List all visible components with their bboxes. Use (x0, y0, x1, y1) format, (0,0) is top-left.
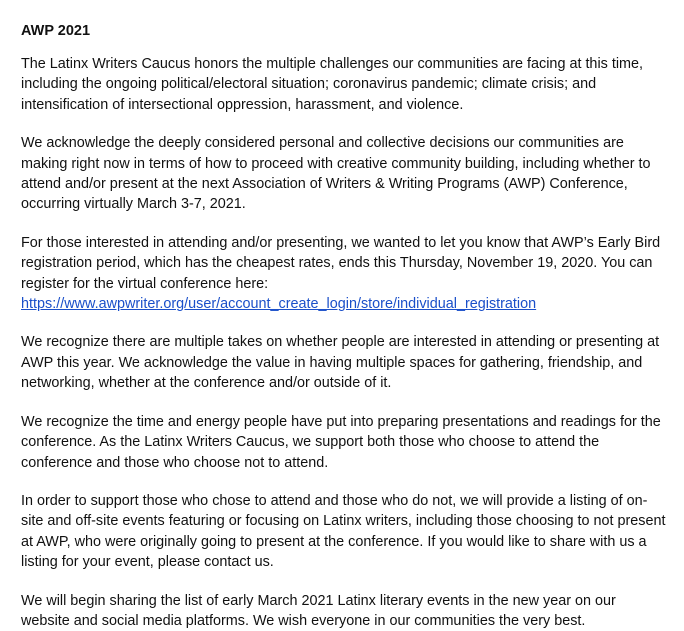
paragraph-support-listing: In order to support those who chose to attend and those who do not, we will provide a listing of on-site and off-site events featuring or focusing on Latinx writers, including those choosing to not present at AWP, who were originally going to present at the conference. If you would like to share with us a listing for your event, please contact us. (21, 492, 666, 571)
paragraph-multiple-takes: We recognize there are multiple takes on whether people are interested in attending or presenting at AWP this year. We acknowledge the value in having multiple spaces for gathering, friendship, and networking, whether at the conference and/or outside of it. (21, 334, 660, 392)
document-title: AWP 2021 (21, 23, 91, 39)
paragraph-acknowledge: We acknowledge the deeply considered personal and collective decisions our communities are making right now in terms of how to proceed with creative community building, including whether to attend and/or present at the next Association of Writers & Writing Programs (AWP) Conference, occurring virtually March 3-7, 2021. (21, 135, 651, 213)
paragraph-time-energy: We recognize the time and energy people have put into preparing presentations and readings for the conference. As the Latinx Writers Caucus, we support both those who choose to attend the conference and those who choose not to attend. (21, 413, 661, 471)
registration-text: For those interested in attending and/or presenting, we wanted to let you know that AWP’s Early Bird registration period, which has the cheapest rates, ends this Thursday, November 19, 2020. You can register for the virtual conference here: (21, 234, 661, 292)
paragraph-registration (21, 233, 666, 315)
registration-link[interactable]: https://www.awpwriter.org/user/account_create_login/store/individual_registration (21, 296, 537, 313)
paragraph-closing: We will begin sharing the list of early March 2021 Latinx literary events in the new year on our website and social media platforms. We wish everyone in our communities the very best. (21, 592, 616, 629)
paragraph-honors: The Latinx Writers Caucus honors the multiple challenges our communities are facing at this time, including the ongoing political/electoral situation; coronavirus pandemic; climate crisis; and intensification of intersectional oppression, harassment, and violence. (21, 56, 644, 113)
